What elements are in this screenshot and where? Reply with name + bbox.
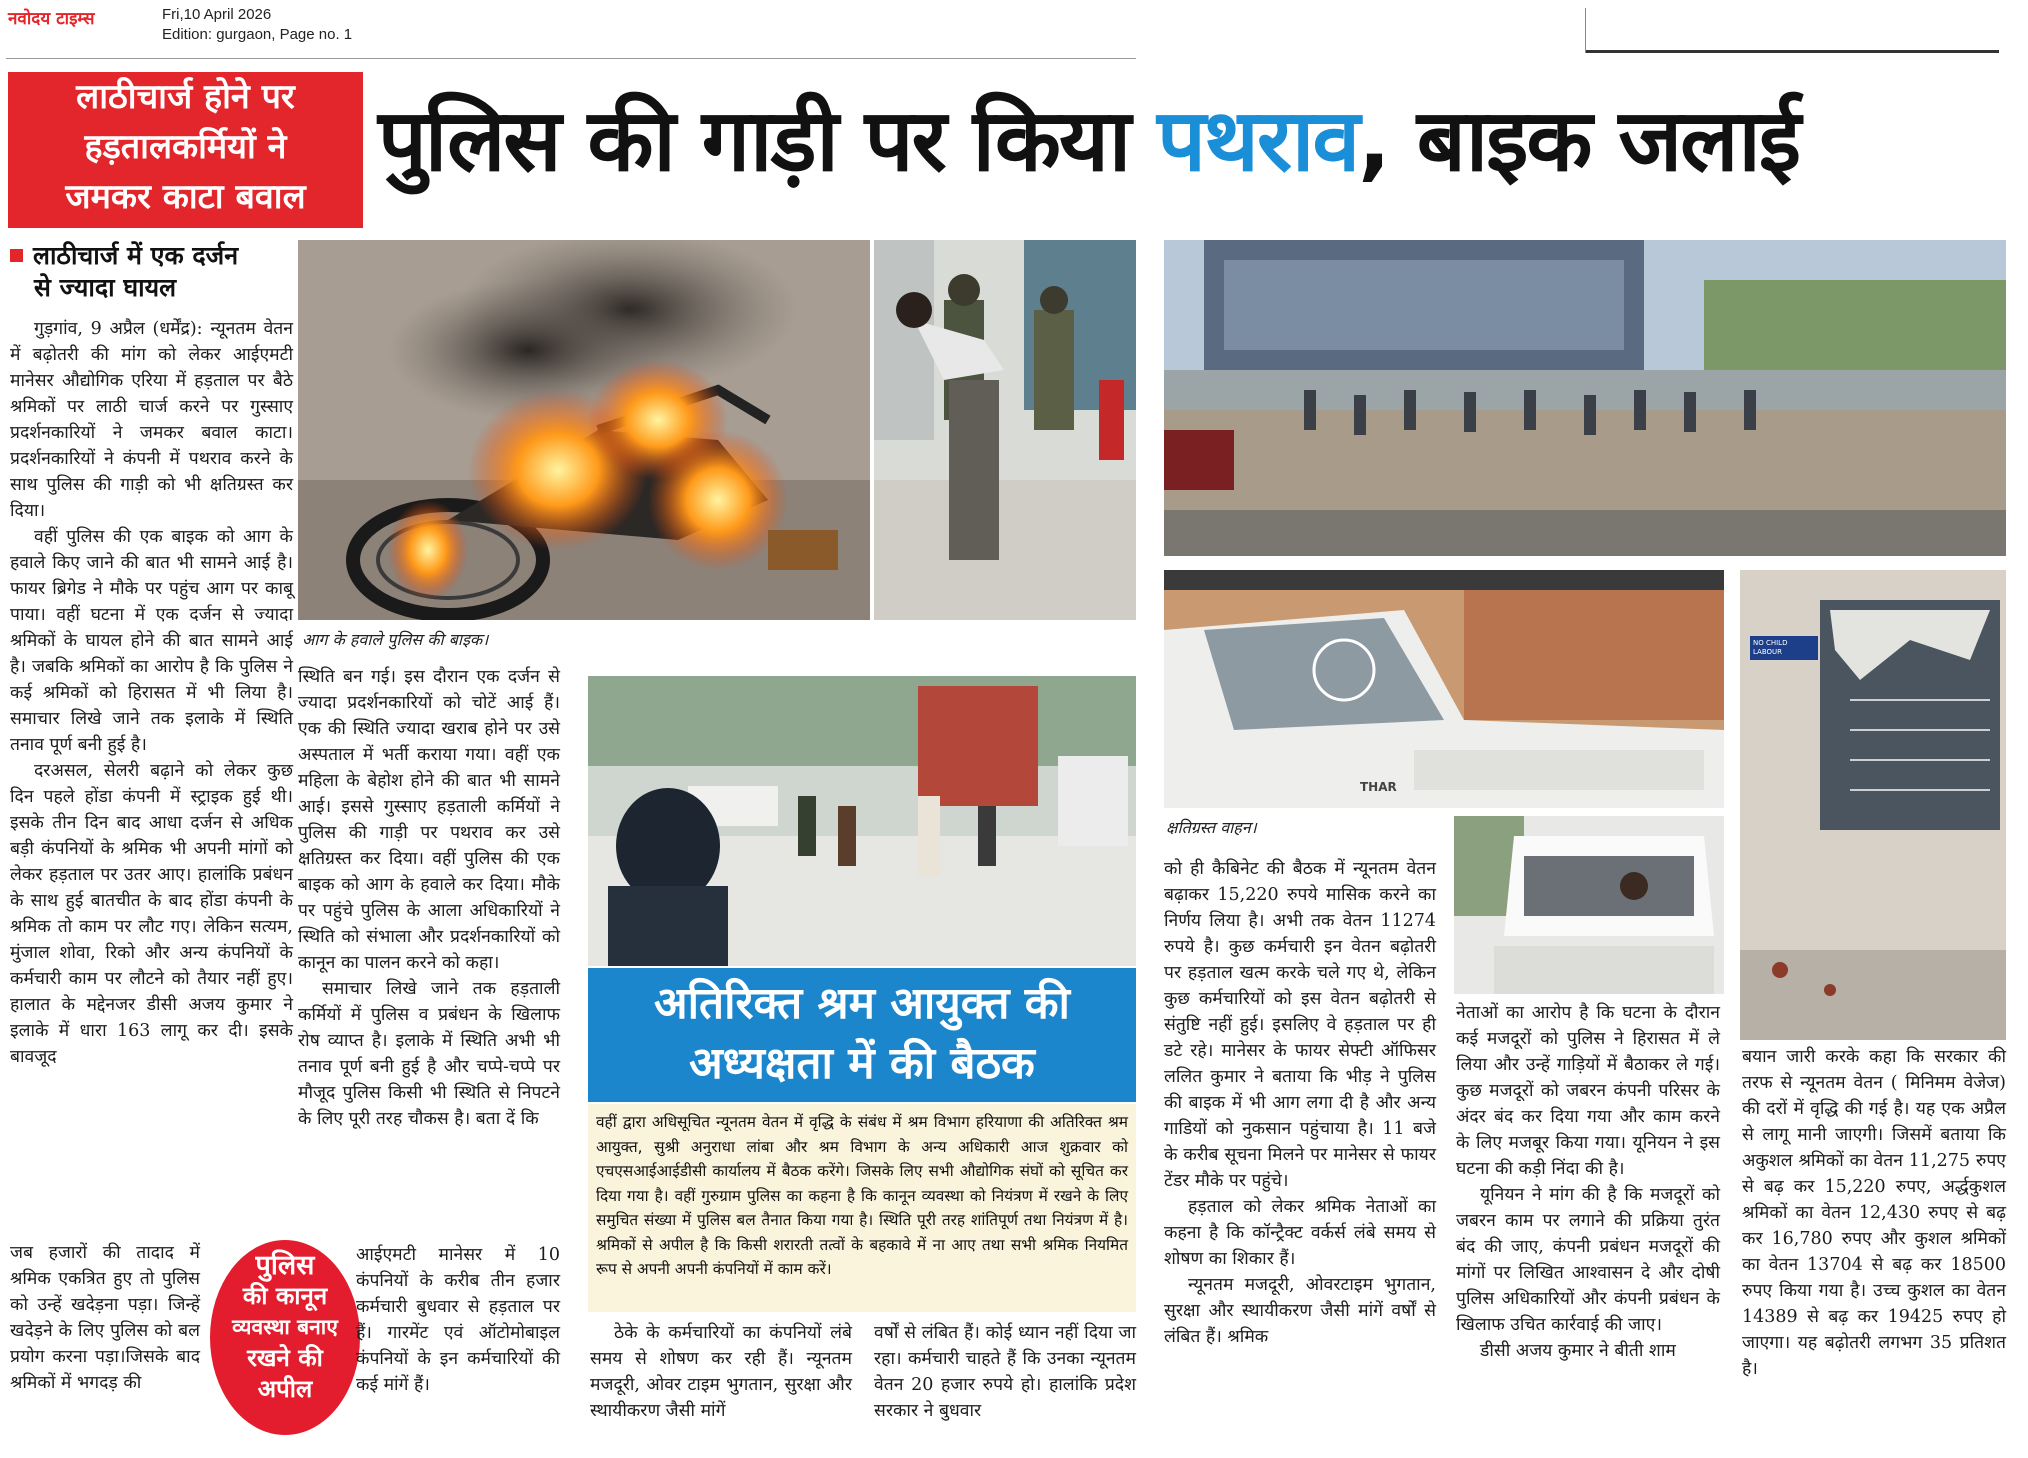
header-rule-right (1585, 50, 1999, 53)
article-paragraph: डीसी अजय कुमार ने बीती शाम (1480, 1341, 1676, 1361)
newspaper-logo: नवोदय टाइम्स (8, 9, 95, 29)
meeting-title-line-2: अध्यक्षता में की बैठक (689, 1038, 1035, 1089)
article-column-2 (298, 664, 560, 1132)
article-paragraph: न्यूनतम मजदूरी, ओवरटाइम भुगतान, सुरक्षा और स्थायीकरण जैसी मांगें वर्षों से लंबित हैं। श्रमिक (1164, 1275, 1436, 1347)
article-paragraph: हड़ताल को लेकर श्रमिक नेताओं का कहना है कि कॉन्ट्रैक्ट वर्कर्स लंबे समय से शोषण का शिकार हैं। (1164, 1197, 1436, 1269)
article-column-1-narrow (10, 1240, 200, 1396)
subhead-bullet-icon (10, 249, 23, 262)
header-tick-right (1585, 8, 1586, 53)
kicker-line-1: लाठीचार्ज होने पर (76, 77, 295, 117)
kicker-line-3: जमकर काटा बवाल (65, 177, 306, 217)
masthead (6, 4, 1136, 59)
meeting-box-title (588, 968, 1136, 1102)
subhead-line-1: लाठीचार्ज में एक दर्जन (33, 241, 239, 270)
edition-date: Fri,10 April 2026 (162, 6, 272, 23)
article-paragraph: ठेके के कर्मचारियों का कंपनियों लंबे समय से शोषण कर रही हैं। न्यूनतम मजदूरी, ओवर टाइम भुगतान, सुरक्षा और स्थायीकरण जैसी मांगें (590, 1323, 852, 1421)
appeal-line-5: अपील (257, 1375, 313, 1403)
appeal-line-1: पुलिस (255, 1250, 315, 1281)
kicker-line-2: हड़तालकर्मियों ने (84, 127, 287, 167)
article-column-2-narrow (356, 1242, 560, 1398)
damaged-vehicle-photo (1164, 570, 1724, 808)
article-paragraph: दरअसल, सेलरी बढ़ाने को लेकर कुछ दिन पहले होंडा कंपनी में स्ट्राइक हुई थी। इसके तीन दिन बाद आधा दर्जन से अधिक बड़ी कंपनियों के श्रमिक भी अपनी मांगों को लेकर हड़ताल पर उतर आए। हालांकि प्रबंधन के साथ हुई बातचीत के बाद होंडा कंपनी के श्रमिक तो काम पर लौट गए। लेकिन सत्यम, मुंजाल शोवा, रिको और अन्य कंपनियों के कर्मचारी काम पर लौटने को तैयार नहीं हुए। हालात के मद्देनजर डीसी अजय कुमार ने इलाके में धारा 163 लागू कर दी। इसके बावजूद (10, 761, 293, 1067)
article-column-3 (590, 1320, 852, 1424)
meeting-title-line-1: अतिरिक्त श्रम आयुक्त की (654, 978, 1070, 1029)
subhead-line-2: से ज्यादा घायल (34, 273, 177, 302)
riot-police-photo (588, 676, 1136, 966)
edition-info: Edition: gurgaon, Page no. 1 (162, 26, 353, 43)
broken-window-photo (1740, 570, 2006, 1040)
headline-part-2: , बाइक जलाई (1358, 91, 1799, 191)
article-paragraph: आईएमटी मानेसर में 10 कंपनियों के करीब तीन हजार कर्मचारी बुधवार से हड़ताल पर हैं। गारमेंट एवं ऑटोमोबाइल कंपनियों के इन कर्मचारियों की कई मांगें हैं। (356, 1245, 560, 1395)
bike-photo-caption: आग के हवाले पुलिस की बाइक। (302, 630, 489, 649)
headline-part-1: पुलिस की गाड़ी पर किया (378, 91, 1158, 191)
article-column-6 (1456, 1000, 1720, 1364)
article-paragraph: बयान जारी करके कहा कि सरकार की तरफ से न्यूनतम वेतन ( मिनिमम वेजेज) की दरों में वृद्धि की गई है। यह एक अप्रैल से लागू मानी जाएगी। जिसमें बताया कि अकुशल श्रमिकों का वेतन 11,275 रुपए से बढ़ कर 15,220 रुपए, अर्द्धकुशल श्रमिकों का वेतन 12,430 रुपए से बढ़ कर 16,780 रुपए और कुशल श्रमिकों का वेतन 13704 से बढ़ कर 18500 रुपए किया गया है। उच्च कुशल का वेतन 14389 से बढ़ कर 19425 रुपए हो जाएगा। यह बढ़ोतरी लगभग 35 प्रतिशत है। (1742, 1047, 2006, 1379)
article-paragraph: को ही कैबिनेट की बैठक में न्यूनतम वेतन बढ़ाकर 15,220 रुपये मासिक करने का निर्णय लिया है। अभी तक वेतन 11274 रुपये है। कुछ कर्मचारी इन वेतन बढ़ोतरी पर हड़ताल खत्म करके चले गए थे, लेकिन कुछ कर्मचारियों को इस वेतन बढ़ोतरी से संतुष्टि नहीं हुई। इसलिए वे हड़ताल पर ही डटे रहे। मानेसर के फायर सेफ्टी ऑफिसर ललित कुमार ने बताया कि भीड़ ने पुलिस की बाइक में भी आग लगा दी है और अन्य गाडियों को नुकसान पहुंचाया है। 11 बजे के करीब सूचना मिलने पर मानेसर से फायर टेंडर मौके पर पहुंचे। (1164, 859, 1436, 1191)
article-column-4 (874, 1320, 1136, 1424)
article-column-7 (1742, 1044, 2006, 1382)
article-paragraph: स्थिति बन गई। इस दौरान एक दर्जन से ज्यादा प्रदर्शनकारियों को चोटें आई हैं। एक की स्थिति ज्यादा खराब होने पर उसे अस्पताल में भर्ती कराया गया। वहीं एक महिला के बेहोश होने की बात भी सामने आई। इससे गुस्साए हड़ताली कर्मियों ने पुलिस की गाड़ी पर पथराव कर उसे क्षतिग्रस्त कर दिया। वहीं पुलिस की एक बाइक को आग के हवाले कर दिया। मौके पर पहुंचे पुलिस के आला अधिकारियों ने स्थिति को संभाला और प्रदर्शनकारियों को कानून का पालन करने को कहा। (298, 667, 560, 973)
meeting-body-text: वहीं द्वारा अधिसूचित न्यूनतम वेतन में वृद्धि के संबंध में श्रम विभाग हरियाणा की अतिरिक्त श्रम आयुक्त, सुश्री अनुराधा लांबा और श्रम विभाग के अन्य अधिकारी आज शुक्रवार को एचएसआईआईडीसी कार्यालय में बैठक करेंगे। जिसके लिए सभी औद्योगिक संघों को सूचित कर दिया गया है। वहीं गुरुग्राम पुलिस का कहना है कि कानून व्यवस्था को नियंत्रण में रखने के लिए समुचित संख्या में पुलिस बल तैनात किया गया है। स्थिति पूरी तरह शांतिपूर्ण तथा नियंत्रण में है। श्रमिकों से अपील है कि किसी शरारती तत्वों के बहकावे में ना आए तथा सभी श्रमिक नियमित रूप से अपनी अपनी कंपनियों में काम करें। (596, 1113, 1128, 1278)
police-jeep-photo (1454, 816, 1724, 994)
appeal-line-2: की कानून (242, 1282, 328, 1310)
article-paragraph: गुड़गांव, 9 अप्रैल (धर्मेंद्र): न्यूनतम वेतन में बढ़ोतरी की मांग को लेकर आईएमटी मानेसर औद्योगिक एरिया में हड़ताल पर बैठे श्रमिकों पर लाठी चार्ज करने पर गुस्साए प्रदर्शनकारियों ने जमकर बवाल काटा। प्रदर्शनकारियों ने कंपनी में पथराव करने के साथ पुलिस की गाड़ी को भी क्षतिग्रस्त कर दिया। (10, 319, 293, 521)
police-charge-photo (1164, 240, 2006, 556)
no-child-labour-sign: NO CHILD LABOUR (1750, 636, 1818, 660)
article-paragraph: वहीं पुलिस की एक बाइक को आग के हवाले किए जाने की बात भी सामने आई है। फायर ब्रिगेड ने मौके पर पहुंच आग पर काबू पाया। वहीं घटना में एक दर्जन से ज्यादा श्रमिकों के घायल होने की बात सामने आई है। जबकि श्रमिकों का आरोप है कि पुलिस ने कई श्रमिकों को हिरासत में भी लिया है। समाचार लिखे जाने तक इलाके में स्थिति तनाव पूर्ण बनी हुई है। (10, 527, 293, 755)
article-paragraph: वर्षों से लंबित हैं। कोई ध्यान नहीं दिया जा रहा। कर्मचारी चाहते हैं कि उनका न्यूनतम वेतन 20 हजार रुपये हो। हालांकि प्रदेश सरकार ने बुधवार (874, 1323, 1136, 1421)
article-paragraph: नेताओं का आरोप है कि घटना के दौरान कई मजदूरों को पुलिस ने हिरासत में ले लिया और उन्हें गाड़ियों में बैठाकर ले गई। कुछ मजदूरों को जबरन कंपनी परिसर के अंदर बंद कर दिया गया और काम करने के लिए मजबूर किया गया। यूनियन ने इस घटना की कड़ी निंदा की है। (1456, 1003, 1720, 1179)
kicker-box (8, 72, 363, 228)
car-brand-label: THAR (1360, 780, 1397, 794)
burning-bike-photo (298, 240, 870, 620)
appeal-line-3: व्यवस्था बनाए (232, 1315, 338, 1339)
vehicle-photo-caption: क्षतिग्रस्त वाहन। (1166, 818, 1257, 837)
article-column-5 (1164, 856, 1436, 1350)
subhead (10, 240, 300, 304)
article-paragraph: जब हजारों की तादाद में श्रमिक एकत्रित हुए तो पुलिस को उन्हें खदेड़ना पड़ा। जिन्हें खदेड़ने के लिए पुलिस को बल प्रयोग करना पड़ा।जिसके बाद श्रमिकों में भगदड़ की (10, 1243, 200, 1393)
article-column-1 (10, 316, 293, 1070)
main-headline (378, 66, 2008, 226)
appeal-line-4: रखने की (247, 1344, 323, 1372)
article-paragraph: यूनियन ने मांग की है कि मजदूरों को जबरन काम पर लगाने की प्रक्रिया तुरंत बंद की जाए, कंपनी प्रबंधन मजदूरों की मांगों पर लिखित आश्वासन दे और दोषी पुलिस अधिकारियों और कंपनी प्रबंधन के खिलाफ उचित कार्रवाई की जाए। (1456, 1185, 1720, 1335)
appeal-badge (210, 1240, 360, 1435)
meeting-box-body (588, 1104, 1136, 1312)
headline-highlight: पथराव (1157, 91, 1359, 191)
article-paragraph: समाचार लिखे जाने तक हड़ताली कर्मियों में पुलिस व प्रबंधन के खिलाफ रोष व्याप्त है। इलाके में स्थिति अभी भी तनाव पूर्ण बनी हुई है और चप्पे-चप्पे पर मौजूद पुलिस किसी भी स्थिति से निपटने के लिए पूरी तरह चौकस है। बता दें कि (298, 979, 560, 1129)
protester-photo (874, 240, 1136, 620)
